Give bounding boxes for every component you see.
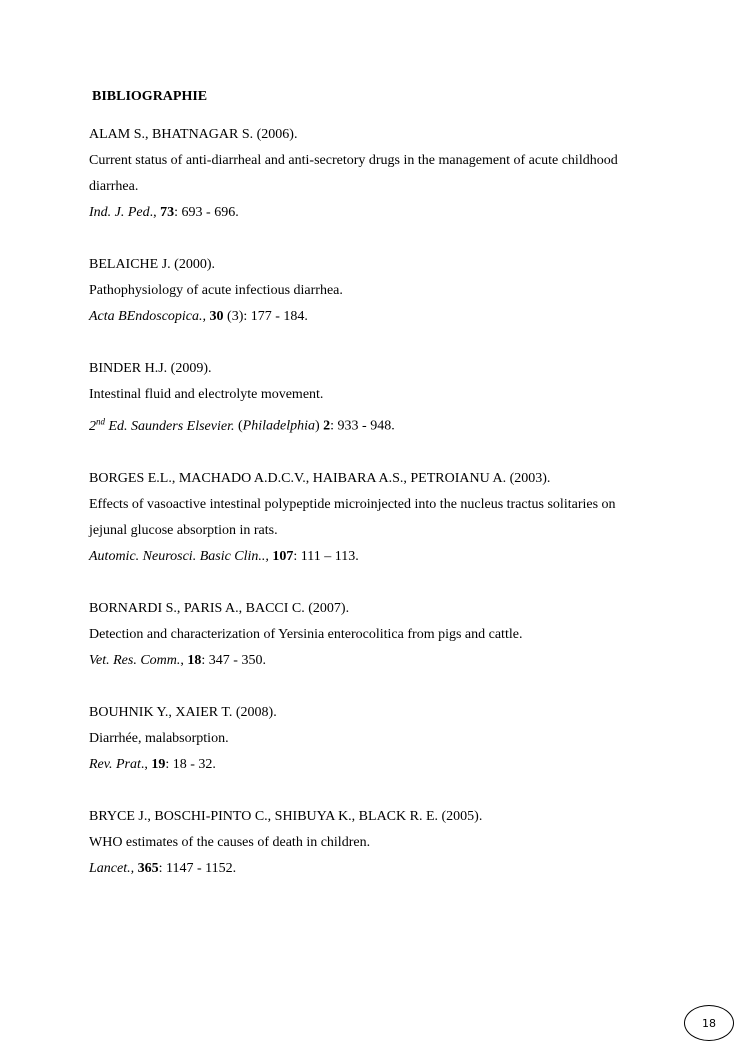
journal-name: Automic. Neurosci. Basic Clin..,: [89, 548, 269, 564]
journal-name: Rev. Prat: [89, 756, 141, 772]
journal-volume: 30: [209, 309, 224, 324]
reference-item: [89, 356, 669, 440]
reference-item: [89, 466, 669, 570]
reference-authors: BINDER H.J. (2009).: [89, 361, 212, 376]
bibliography-title: BIBLIOGRAPHIE: [92, 89, 208, 104]
reference-title: Effects of vasoactive intestinal polypeptide microinjected into the nucleus tractus solitaries on: [89, 496, 616, 512]
reference-authors: BORNARDI S., PARIS A., BACCI C. (2007).: [89, 600, 350, 616]
journal-pages: : 18 - 32.: [165, 756, 216, 772]
reference-title: jejunal glucose absorption in rats.: [89, 522, 278, 538]
journal-volume: 19: [151, 756, 166, 772]
reference-title: Current status of anti-diarrheal and anti-secretory drugs in the management of acute childhood: [89, 153, 618, 168]
reference-item: [89, 596, 669, 674]
journal-volume: 2: [323, 418, 331, 434]
journal-name: Ed. Saunders Elsevier.: [105, 418, 235, 434]
journal-volume: 365: [137, 860, 159, 876]
edition-superscript: nd: [96, 416, 105, 426]
journal-name: Vet. Res. Comm.: [89, 652, 181, 668]
journal-volume: 73: [160, 205, 175, 220]
reference-title: WHO estimates of the causes of death in children.: [89, 834, 371, 850]
reference-title: Detection and characterization of Yersinia enterocolitica from pigs and cattle.: [89, 626, 523, 642]
reference-item: [89, 252, 669, 330]
journal-name: Acta BEndoscopica.,: [89, 309, 207, 324]
reference-title: Pathophysiology of acute infectious diarrhea.: [89, 283, 343, 298]
edition-number: 2: [89, 418, 96, 434]
journal-pages: : 933 - 948.: [330, 418, 395, 434]
reference-journal: [89, 856, 669, 882]
journal-pages: : 347 - 350.: [201, 652, 266, 668]
journal-pages: : 693 - 696.: [174, 205, 239, 220]
reference-journal: [89, 200, 669, 226]
reference-authors: BELAICHE J. (2000).: [89, 257, 215, 272]
journal-name: Ind. J. Ped: [89, 205, 150, 220]
reference-authors: BORGES E.L., MACHADO A.D.C.V., HAIBARA A.S., PETROIANU A. (2003).: [89, 470, 551, 486]
reference-item: [89, 700, 669, 778]
reference-journal: [89, 544, 669, 570]
journal-pages: : 111 – 113.: [293, 548, 359, 564]
reference-title: Intestinal fluid and electrolyte movement.: [89, 387, 324, 402]
journal-city: Philadelphia: [242, 418, 315, 434]
reference-list: [89, 122, 669, 908]
reference-journal: [89, 304, 669, 330]
journal-separator: .,: [140, 756, 152, 772]
journal-separator: ,: [180, 652, 188, 668]
journal-separator: .,: [149, 205, 161, 220]
reference-journal: [89, 752, 669, 778]
reference-item: [89, 122, 669, 226]
reference-title: Diarrhée, malabsorption.: [89, 730, 229, 746]
reference-authors: ALAM S., BHATNAGAR S. (2006).: [89, 127, 298, 142]
reference-journal: [89, 648, 669, 674]
reference-authors: BOUHNIK Y., XAIER T. (2008).: [89, 704, 277, 720]
journal-volume: 107: [272, 548, 294, 564]
journal-edition: [89, 416, 235, 434]
journal-name: Lancet.,: [89, 860, 135, 876]
reference-authors: BRYCE J., BOSCHI-PINTO C., SHIBUYA K., BLACK R. E. (2005).: [89, 808, 483, 824]
journal-volume: 18: [187, 652, 202, 668]
page-number: 18: [684, 1005, 734, 1041]
journal-pages: : 1147 - 1152.: [158, 860, 237, 876]
reference-journal: 2nd Ed. Saunders Elsevier. (Philadelphia) 2: 933 - 948.: [89, 416, 395, 434]
journal-pages: (3): 177 - 184.: [223, 309, 308, 324]
reference-title: diarrhea.: [89, 179, 139, 194]
reference-item: [89, 804, 669, 882]
